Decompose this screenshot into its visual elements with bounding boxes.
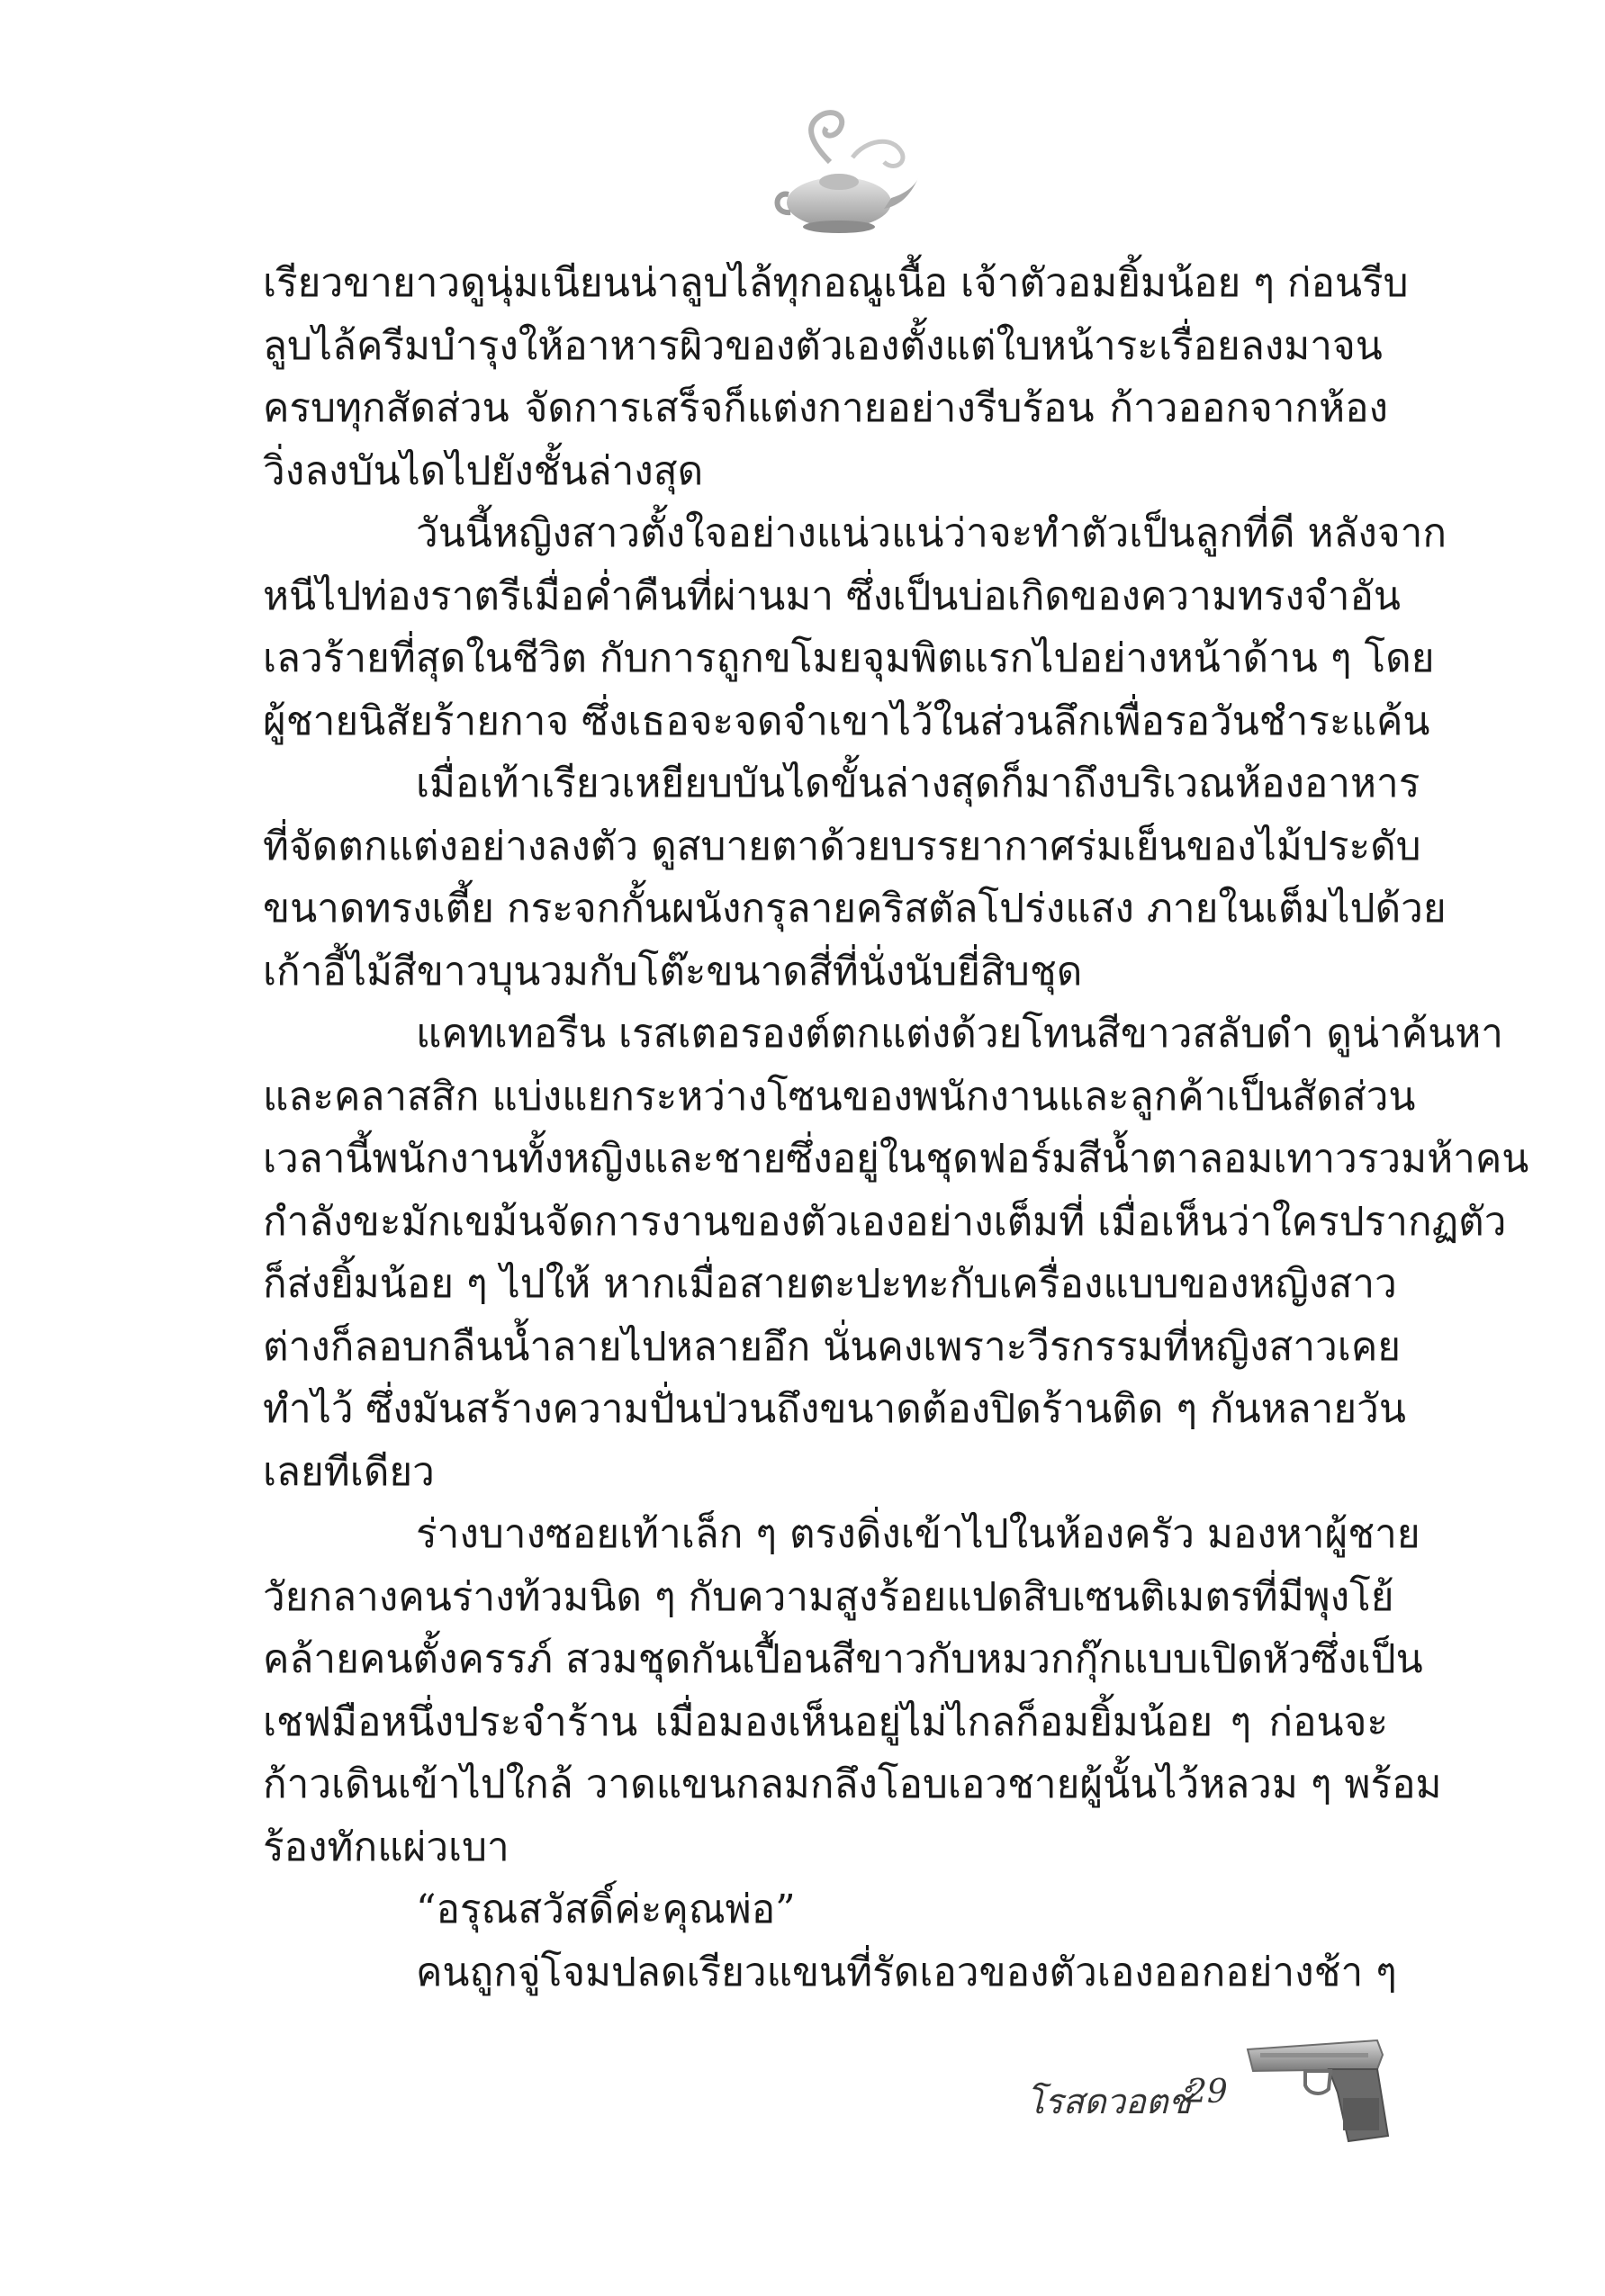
text-line: ทำไว้ ซึ่งมันสร้างความปั่นป่วนถึงขนาดต้องปิดร้านติด ๆ กันหลายวัน (263, 1386, 1406, 1432)
text-line: กำลังขะมักเขม้นจัดการงานของตัวเองอย่างเต็มที่ เมื่อเห็นว่าใครปรากฏตัว (263, 1198, 1507, 1245)
text-line: ต่างก็ลอบกลืนน้ำลายไปหลายอึก นั่นคงเพราะวีรกรรมที่หญิงสาวเคย (263, 1323, 1402, 1370)
text-line: ก้าวเดินเข้าไปใกล้ วาดแขนกลมกลึงโอบเอวชายผู้นั้นไว้หลวม ๆ พร้อม (263, 1761, 1442, 1807)
text-line: ผู้ชายนิสัยร้ายกาจ ซึ่งเธอจะจดจำเขาไว้ในส่วนลึกเพื่อรอวันชำระแค้น (263, 698, 1430, 744)
text-line: ครบทุกสัดส่วน จัดการเสร็จก็แต่งกายอย่างรีบร้อน ก้าวออกจากห้อง (263, 385, 1388, 431)
text-line: เลวร้ายที่สุดในชีวิต กับการถูกขโมยจุมพิตแรกไปอย่างหน้าด้าน ๆ โดย (263, 635, 1435, 681)
book-title: โรสดวอตช์ (1026, 2082, 1192, 2121)
text-line: ที่จัดตกแต่งอย่างลงตัว ดูสบายตาด้วยบรรยากาศร่มเย็นของไม้ประดับ (263, 823, 1421, 869)
text-line: เก้าอี้ไม้สีขาวบุนวมกับโต๊ะขนาดสี่ที่นั่งนับยี่สิบชุด (263, 948, 1083, 995)
text-line: ก็ส่งยิ้มน้อย ๆ ไปให้ หากเมื่อสายตะปะทะกับเครื่องแบบของหญิงสาว (263, 1261, 1397, 1307)
page-number: 29 (1186, 2074, 1228, 2111)
text-line: วันนี้หญิงสาวตั้งใจอย่างแน่วแน่ว่าจะทำตัวเป็นลูกที่ดี หลังจาก (416, 510, 1447, 556)
text-line: วิ่งลงบันไดไปยังชั้นล่างสุด (263, 447, 704, 494)
text-line: คนถูกจู่โจมปลดเรียวแขนที่รัดเอวของตัวเองออกอย่างช้า ๆ (416, 1949, 1397, 1995)
teapot-ornament-icon (767, 108, 920, 243)
text-line: ร่างบางซอยเท้าเล็ก ๆ ตรงดิ่งเข้าไปในห้องครัว มองหาผู้ชาย (416, 1511, 1420, 1557)
body-text (263, 252, 1529, 2003)
text-line: เลยทีเดียว (263, 1448, 435, 1495)
text-line: และคลาสสิก แบ่งแยกระหว่างโซนของพนักงานและลูกค้าเป็นสัดส่วน (263, 1073, 1416, 1120)
text-line: หนีไปท่องราตรีเมื่อค่ำคืนที่ผ่านมา ซึ่งเป็นบ่อเกิดของความทรงจำอัน (263, 572, 1401, 619)
pistol-icon (1242, 2030, 1395, 2147)
text-line: ลูบไล้ครีมบำรุงให้อาหารผิวของตัวเองตั้งแต่ใบหน้าระเรื่อยลงมาจน (263, 322, 1383, 369)
text-line: วัยกลางคนร่างท้วมนิด ๆ กับความสูงร้อยแปดสิบเซนติเมตรที่มีพุงโย้ (263, 1573, 1394, 1620)
text-line: เมื่อเท้าเรียวเหยียบบันไดขั้นล่างสุดก็มาถึงบริเวณห้องอาหาร (416, 761, 1420, 806)
text-line: แคทเทอรีน เรสเตอรองต์ตกแต่งด้วยโทนสีขาวสลับดำ ดูน่าค้นหา (416, 1011, 1504, 1057)
text-line: ขนาดทรงเตี้ย กระจกกั้นผนังกรุลายคริสตัลโปร่งแสง ภายในเต็มไปด้วย (263, 886, 1447, 932)
text-line: ร้องทักแผ่วเบา (263, 1823, 509, 1870)
text-line: คล้ายคนตั้งครรภ์ สวมชุดกันเปื้อนสีขาวกับหมวกกุ๊กแบบเปิดหัวซึ่งเป็น (263, 1636, 1423, 1682)
text-line: เรียวขายาวดูนุ่มเนียนน่าลูบไล้ทุกอณูเนื้อ เจ้าตัวอมยิ้มน้อย ๆ ก่อนรีบ (263, 260, 1409, 306)
text-line: “อรุณสวัสดิ์ค่ะคุณพ่อ” (416, 1886, 796, 1932)
text-line: เวลานี้พนักงานทั้งหญิงและชายซึ่งอยู่ในชุดฟอร์มสีน้ำตาลอมเทาวรวมห้าคน (263, 1136, 1529, 1182)
text-line: เชฟมือหนึ่งประจำร้าน เมื่อมองเห็นอยู่ไม่ไกลก็อมยิ้มน้อย ๆ ก่อนจะ (263, 1698, 1388, 1745)
